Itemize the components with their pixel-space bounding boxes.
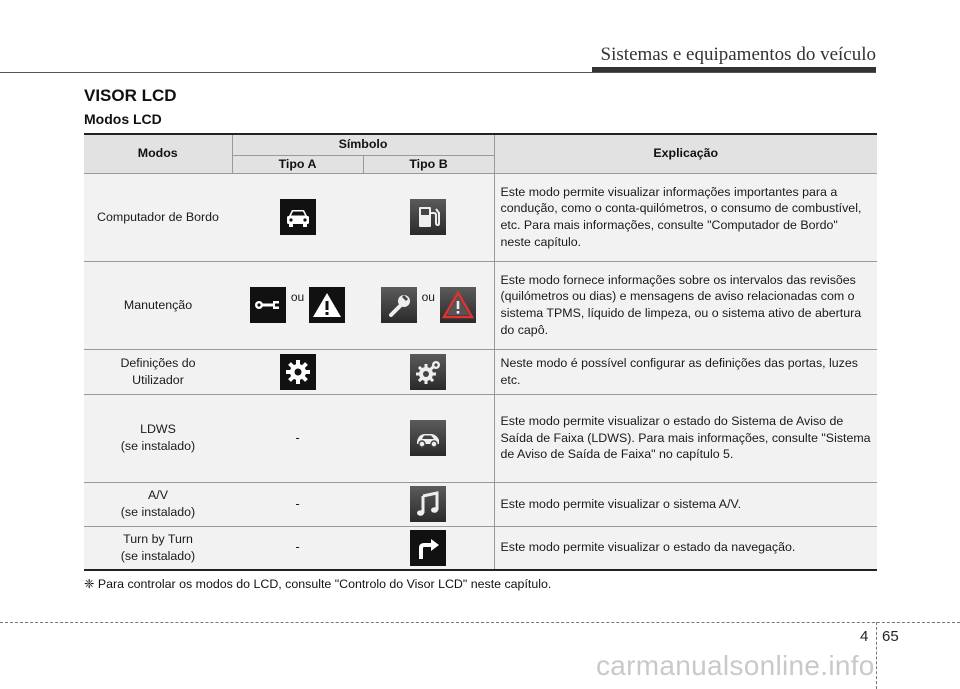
turn-arrow-icon — [410, 530, 446, 566]
lcd-modes-table — [84, 133, 877, 571]
wrench-icon — [250, 287, 286, 323]
page-number: 65 — [882, 628, 899, 645]
header-symbol: Símbolo — [232, 134, 494, 155]
mode-label: A/V — [148, 488, 168, 503]
mode-cell — [84, 349, 232, 394]
mode-cell: Manutenção — [84, 261, 232, 349]
explanation-cell: Este modo permite visualizar informações importantes para a condução, como o conta-quilómetros, o consumo de combustível, etc. Para mais informações, consulte "Computador de Bordo" neste capítulo. — [494, 173, 877, 261]
header-explanation: Explicação — [494, 134, 877, 173]
explanation-cell: Este modo permite visualizar o estado da navegação. — [494, 526, 877, 570]
wrench-icon — [381, 287, 417, 323]
section-title: VISOR LCD — [84, 86, 177, 105]
warning-triangle-icon — [309, 287, 345, 323]
mode-cell — [84, 526, 232, 570]
type-a-cell — [232, 482, 363, 526]
header-modes: Modos — [84, 134, 232, 173]
music-note-icon — [410, 486, 446, 522]
mode-label: (se instalado) — [120, 439, 196, 453]
footnote: ❈ Para controlar os modos do LCD, consulte "Controlo do Visor LCD" neste capítulo. — [84, 577, 552, 591]
mode-label: LDWS — [140, 422, 176, 437]
type-b-cell — [363, 394, 494, 482]
type-b-cell — [363, 526, 494, 570]
not-available-dash: - — [295, 429, 300, 445]
type-b-cell — [363, 261, 494, 349]
header-type-a: Tipo A — [232, 155, 363, 173]
explanation-cell: Este modo permite visualizar o sistema A/V. — [494, 482, 877, 526]
chapter-number: 4 — [860, 628, 869, 645]
watermark: carmanualsonline.info — [596, 650, 875, 681]
not-available-dash: - — [295, 495, 300, 511]
type-a-cell — [232, 261, 363, 349]
explanation-cell: Neste modo é possível configurar as definições das portas, luzes etc. — [494, 349, 877, 394]
type-a-cell — [232, 173, 363, 261]
mode-cell: Computador de Bordo — [84, 173, 232, 261]
mode-label: Definições do — [120, 355, 196, 370]
explanation-cell: Este modo permite visualizar o estado do Sistema de Aviso de Saída de Faixa (LDWS). Para mais informações, consulte "Sistema de Aviso de Saída de Faixa" no capítulo 5. — [494, 394, 877, 482]
table-row — [84, 526, 877, 570]
footer-dashed-rule — [0, 622, 960, 623]
warning-triangle-icon — [440, 287, 476, 323]
gears-icon — [410, 354, 446, 390]
mode-cell — [84, 394, 232, 482]
table-row — [84, 261, 877, 349]
running-header: Sistemas e equipamentos do veículo — [600, 44, 876, 65]
type-b-cell — [363, 482, 494, 526]
mode-label: (se instalado) — [120, 505, 196, 519]
fuel-pump-icon — [410, 199, 446, 235]
explanation-cell: Este modo fornece informações sobre os intervalos das revisões (quilómetros ou dias) e mensagens de aviso relacionadas com o sistema TPMS, líquido de limpeza, ou o sistema ativo de abertura do capô. — [494, 261, 877, 349]
type-a-cell — [232, 526, 363, 570]
not-available-dash: - — [295, 539, 300, 555]
sub-title: Modos LCD — [84, 111, 162, 127]
mode-cell — [84, 482, 232, 526]
or-label: ou — [421, 289, 435, 304]
table-row — [84, 482, 877, 526]
page-number-divider — [876, 622, 877, 689]
type-b-cell — [363, 349, 494, 394]
car-front-icon — [280, 199, 316, 235]
header-type-b: Tipo B — [363, 155, 494, 173]
mode-label: (se instalado) — [120, 548, 196, 563]
type-a-cell — [232, 349, 363, 394]
type-b-cell — [363, 173, 494, 261]
header-rule — [0, 72, 876, 73]
type-a-cell — [232, 394, 363, 482]
table-row — [84, 173, 877, 261]
mode-label: Utilizador — [132, 372, 184, 387]
gear-icon — [280, 354, 316, 390]
or-label: ou — [290, 289, 305, 304]
car-lane-icon — [410, 420, 446, 456]
mode-label: Turn by Turn — [123, 532, 193, 547]
table-row — [84, 349, 877, 394]
table-row — [84, 394, 877, 482]
